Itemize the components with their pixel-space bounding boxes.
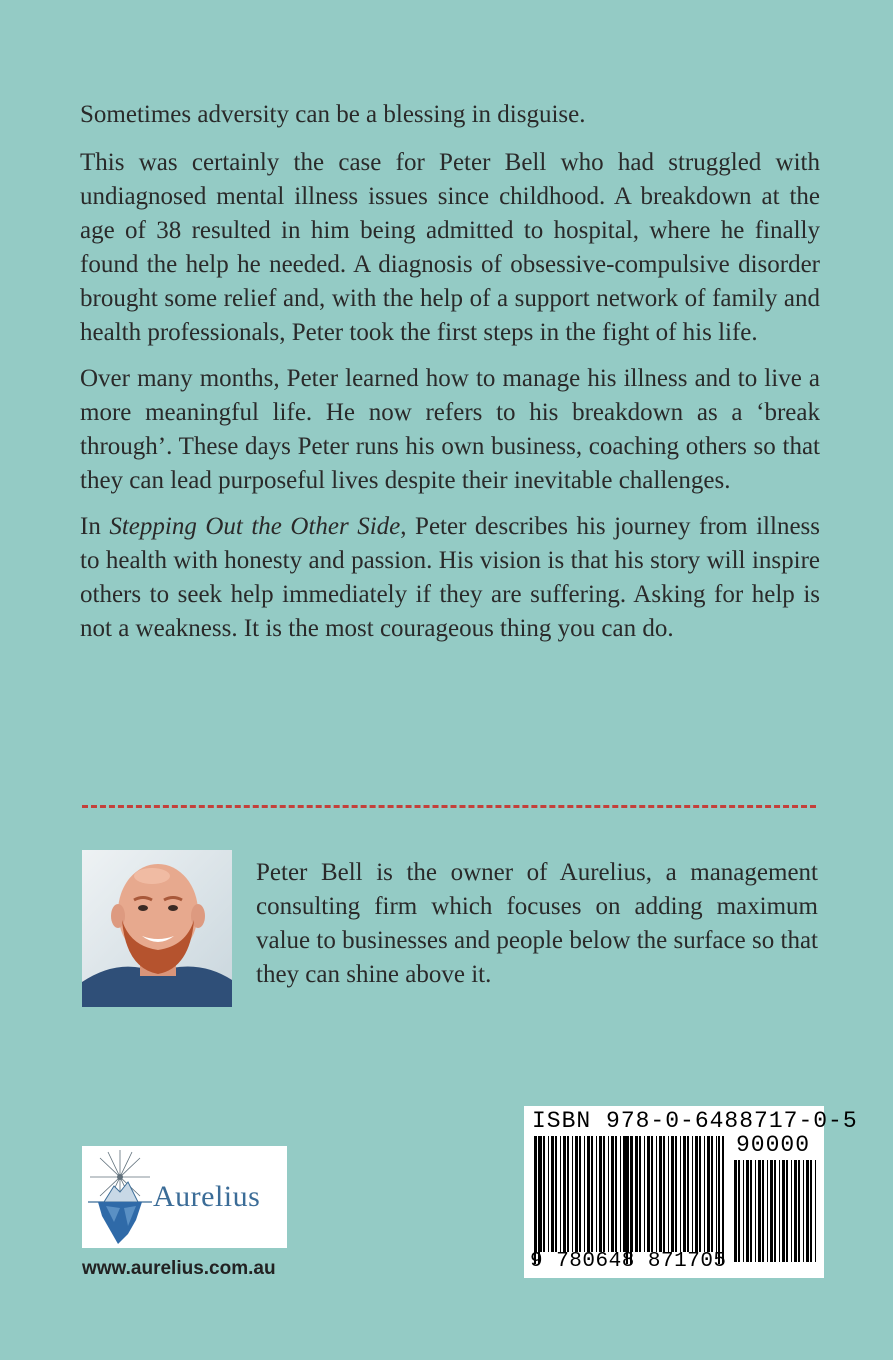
barcode-bar bbox=[608, 1136, 609, 1252]
barcode-bar bbox=[675, 1136, 677, 1252]
barcode-bar bbox=[711, 1136, 713, 1252]
barcode-bar bbox=[746, 1160, 749, 1262]
author-bio: Peter Bell is the owner of Aurelius, a management consulting firm which focuses on adding maximum value to businesses and people below the surface so that they can shine above it. bbox=[256, 859, 818, 988]
barcode-bar bbox=[704, 1136, 705, 1252]
barcode-bar bbox=[716, 1136, 717, 1252]
barcode-bar bbox=[734, 1160, 737, 1262]
logo-wordmark: Aurelius bbox=[153, 1180, 261, 1213]
barcode-bar bbox=[656, 1136, 657, 1252]
price-code: 90000 bbox=[736, 1132, 811, 1158]
barcode-bar bbox=[779, 1160, 780, 1262]
barcode-bar bbox=[635, 1136, 638, 1252]
book-title: Stepping Out the Other Side bbox=[109, 513, 401, 540]
barcode-bar bbox=[596, 1136, 597, 1252]
barcode-guard-bar bbox=[534, 1136, 536, 1264]
barcode-bar bbox=[536, 1136, 537, 1252]
iceberg-star-icon bbox=[82, 1146, 152, 1248]
barcode-bar bbox=[680, 1136, 681, 1252]
barcode-bar bbox=[786, 1160, 788, 1262]
barcode-bar bbox=[758, 1160, 761, 1262]
barcode-bar bbox=[695, 1136, 698, 1252]
barcode-bar bbox=[671, 1136, 674, 1252]
barcode-bar bbox=[584, 1136, 585, 1252]
barcode-bar bbox=[687, 1136, 689, 1252]
barcode-bar bbox=[803, 1160, 804, 1262]
barcode-bar bbox=[632, 1136, 633, 1252]
blurb-paragraph-4 bbox=[80, 510, 820, 646]
barcode-bar bbox=[639, 1136, 641, 1252]
barcode-bar bbox=[767, 1160, 768, 1262]
barcode-guard-bar bbox=[718, 1136, 720, 1264]
barcode-bar bbox=[647, 1136, 650, 1252]
back-cover-blurb bbox=[80, 98, 820, 658]
author-photo bbox=[82, 850, 232, 1007]
barcode-bar bbox=[615, 1136, 617, 1252]
barcode-guard-bar bbox=[538, 1136, 540, 1264]
publisher-logo bbox=[82, 1146, 287, 1248]
barcode-bar bbox=[551, 1136, 554, 1252]
barcode-bar bbox=[699, 1136, 701, 1252]
barcode-bar bbox=[692, 1136, 693, 1252]
barcode-guard-bar bbox=[630, 1136, 632, 1264]
barcode-bar bbox=[806, 1160, 809, 1262]
barcode-bar bbox=[555, 1136, 557, 1252]
blurb-paragraph-2: This was certainly the case for Peter Bell who had struggled with undiagnosed mental illness issues since childhood. A breakdown at the age of 38 resulted in him being admitted to hospital, where he finally found the help he needed. A diagnosis of obsessive-compulsive disorder brought some relief and, with the help of a support network of family and health professionals, Peter took the first steps in the fight of his life. bbox=[80, 149, 820, 346]
barcode-bar bbox=[611, 1136, 614, 1252]
barcode-bar bbox=[738, 1160, 740, 1262]
barcode-bar bbox=[587, 1136, 590, 1252]
barcode-bar bbox=[644, 1136, 645, 1252]
barcode-bar bbox=[770, 1160, 773, 1262]
barcode-bar bbox=[774, 1160, 776, 1262]
barcode-bar bbox=[560, 1136, 561, 1252]
barcode-bar bbox=[755, 1160, 756, 1262]
barcode-bar bbox=[620, 1136, 621, 1252]
barcode-guard-bar bbox=[722, 1136, 724, 1264]
barcode-bar bbox=[798, 1160, 800, 1262]
barcode-bar bbox=[567, 1136, 569, 1252]
blurb-p4-rest: , Peter describes his journey from illness to health with honesty and passion. His vision is that his story will inspire others to seek help immediately if they are suffering. Asking for help is not a weakness. It is the most courageous thing you can do. bbox=[80, 513, 820, 642]
barcode-bar bbox=[591, 1136, 593, 1252]
barcode-bar bbox=[572, 1136, 573, 1252]
barcode-bar bbox=[563, 1136, 566, 1252]
isbn-barcode bbox=[524, 1106, 858, 1278]
isbn-label: ISBN 978-0-6488717-0-5 bbox=[532, 1108, 858, 1134]
barcode-bar bbox=[575, 1136, 578, 1252]
barcode-bar bbox=[651, 1136, 653, 1252]
barcode-bar bbox=[750, 1160, 752, 1262]
barcode-bar bbox=[548, 1136, 549, 1252]
barcode-guard-bar bbox=[626, 1136, 628, 1264]
barcode-bar bbox=[794, 1160, 797, 1262]
barcode-bar bbox=[659, 1136, 662, 1252]
barcode-bar bbox=[810, 1160, 812, 1262]
barcode-bar bbox=[603, 1136, 605, 1252]
barcode-bar bbox=[762, 1160, 764, 1262]
barcode-bar bbox=[668, 1136, 669, 1252]
barcode-bar bbox=[815, 1160, 816, 1262]
blurb-paragraph-3: Over many months, Peter learned how to manage his illness and to live a more meaningful life. He now refers to his breakdown as a ‘break through’. These days Peter runs his own business, coaching others so that they can lead purposeful lives despite their inevitable challenges. bbox=[80, 365, 820, 494]
barcode-bar bbox=[743, 1160, 744, 1262]
blurb-paragraph-1: Sometimes adversity can be a blessing in disguise. bbox=[80, 101, 586, 128]
barcode-bar bbox=[683, 1136, 686, 1252]
barcode-bar bbox=[543, 1136, 545, 1252]
dashed-divider bbox=[82, 805, 816, 808]
barcode-bar bbox=[707, 1136, 710, 1252]
author-portrait-icon bbox=[82, 850, 232, 1007]
ean-digits: 9 780648 871705 bbox=[530, 1250, 727, 1273]
barcode-bar bbox=[579, 1136, 581, 1252]
barcode-bar bbox=[791, 1160, 792, 1262]
blurb-p4-prefix: In bbox=[80, 513, 110, 540]
barcode-bar bbox=[623, 1136, 626, 1252]
publisher-website[interactable]: www.aurelius.com.au bbox=[82, 1258, 276, 1279]
barcode-bar bbox=[663, 1136, 665, 1252]
barcode-bar bbox=[599, 1136, 602, 1252]
barcode-bar bbox=[782, 1160, 785, 1262]
